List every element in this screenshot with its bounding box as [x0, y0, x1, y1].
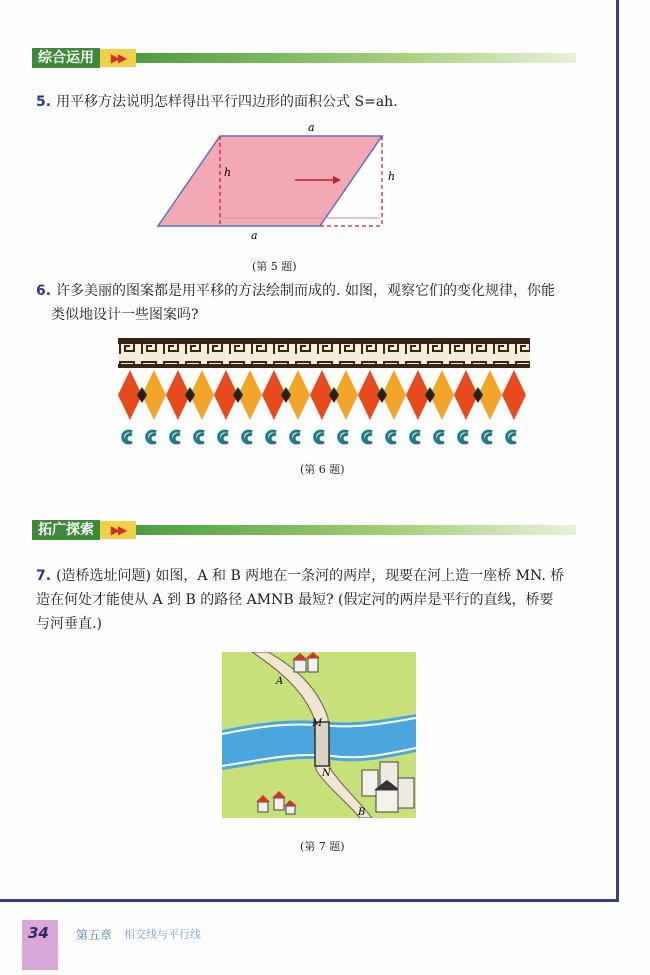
section-header-extension — [32, 520, 576, 540]
problem-number: 7. — [36, 568, 52, 584]
double-arrow-icon: ▶▶ — [100, 521, 136, 539]
problem-number: 5. — [36, 94, 52, 110]
problem-text-line2: 类似地设计一些图案吗? — [51, 307, 199, 323]
parallelogram — [158, 136, 382, 226]
wave-band — [118, 428, 526, 446]
caption-fig6: (第 6 题) — [300, 463, 345, 476]
section-bar — [136, 53, 576, 63]
section-label: 综合运用 — [32, 48, 100, 68]
page-right-rule — [616, 0, 619, 900]
problem-text-line3: 与河垂直.) — [36, 616, 102, 632]
problem-5 — [36, 90, 398, 114]
border-top — [118, 338, 530, 344]
label-M: M — [312, 718, 323, 729]
problem-text: 用平移方法说明怎样得出平行四边形的面积公式 S=ah. — [56, 94, 398, 110]
double-arrow-icon: ▶▶ — [100, 49, 136, 67]
problem-text-line1: (造桥选址问题) 如图，A 和 B 两地在一条河的两岸，现要在河上造一座桥 MN. 桥 — [56, 568, 565, 584]
label-N: N — [322, 768, 331, 779]
problem-text-line1: 许多美丽的图案都是用平移的方法绘制而成的. 如图，观察它们的变化规律，你能 — [56, 283, 555, 299]
chapter-label: 第五章 — [76, 928, 113, 942]
problem-7 — [36, 564, 564, 636]
label-h-left: h — [224, 166, 232, 179]
bridge-map-figure — [222, 652, 416, 818]
border-bottom — [118, 364, 530, 368]
caption-fig5: (第 5 题) — [252, 260, 297, 273]
label-A: A — [276, 676, 284, 687]
label-h-right: h — [388, 170, 396, 183]
caption-fig7: (第 7 题) — [300, 840, 345, 853]
section-header-comprehensive — [32, 48, 576, 68]
page-number: 34 — [28, 924, 49, 942]
diamond-band — [118, 370, 526, 420]
problem-6 — [36, 279, 555, 327]
pattern-figure — [118, 338, 530, 450]
bottom-rule — [0, 899, 619, 902]
problem-number: 6. — [36, 283, 52, 299]
label-a-bottom: a — [251, 229, 258, 242]
greek-key-band — [118, 344, 530, 364]
label-a-top: a — [308, 121, 315, 134]
section-label: 拓广探索 — [32, 520, 100, 540]
parallelogram-figure — [150, 118, 410, 243]
section-bar — [136, 525, 576, 535]
problem-text-line2: 造在何处才能使从 A 到 B 的路径 AMNB 最短? (假定河的两岸是平行的直线，桥要 — [36, 592, 554, 608]
chapter-title: 相交线与平行线 — [124, 928, 201, 941]
label-B: B — [358, 807, 366, 818]
